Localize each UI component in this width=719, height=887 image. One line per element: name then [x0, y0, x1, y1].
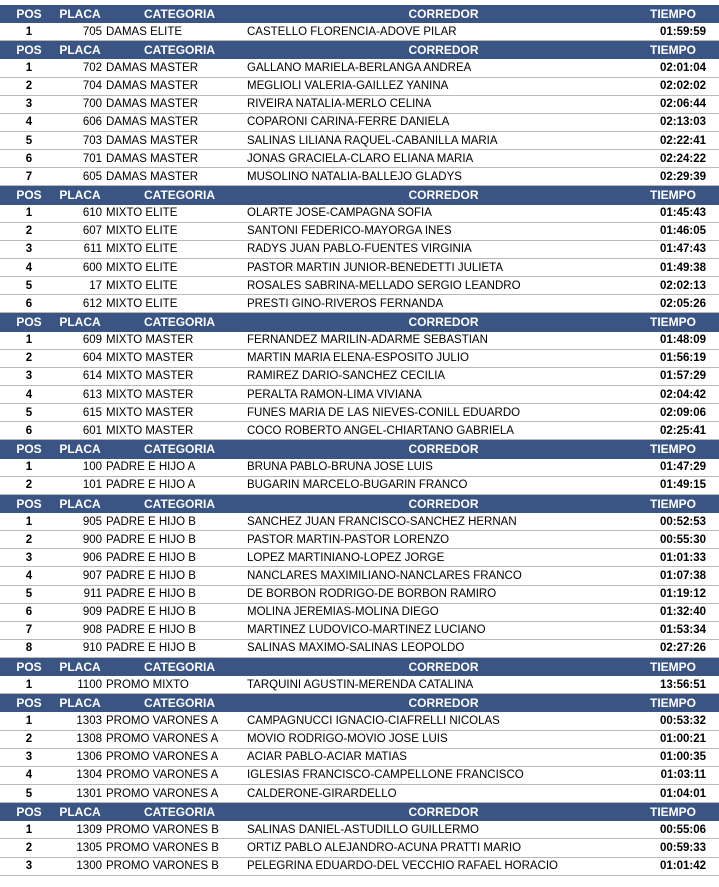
table-row — [0, 531, 719, 549]
table-row — [0, 821, 719, 839]
table-row — [0, 241, 719, 259]
cell-placa: 606 — [82, 116, 102, 129]
cell-placa: 911 — [83, 588, 102, 601]
table-row — [0, 731, 719, 749]
cell-tiempo: 00:52:53 — [659, 515, 706, 528]
cell-categoria: PROMO VARONES A — [106, 733, 219, 746]
header-tiempo: TIEMPO — [649, 696, 696, 711]
header-corredor: CORREDOR — [408, 696, 479, 711]
cell-corredor: GALLANO MARIELA-BERLANGA ANDREA — [247, 61, 472, 74]
cell-pos: 2 — [25, 80, 33, 93]
header-pos: POS — [16, 43, 42, 58]
cell-tiempo: 01:03:11 — [660, 769, 706, 782]
header-tiempo: TIEMPO — [649, 43, 696, 58]
cell-corredor: RAMIREZ DARIO-SANCHEZ CECILIA — [247, 370, 446, 383]
table-row — [0, 23, 719, 41]
header-row — [0, 694, 719, 712]
cell-tiempo: 01:47:29 — [659, 461, 706, 474]
table-row — [0, 96, 719, 114]
cell-placa: 612 — [82, 297, 102, 310]
header-categoria: CATEGORIA — [143, 496, 216, 511]
cell-corredor: CALDERONE-GIRARDELLO — [247, 787, 397, 800]
cell-placa: 910 — [82, 642, 102, 655]
table-row — [0, 150, 719, 168]
cell-pos: 5 — [25, 279, 33, 292]
cell-categoria: DAMAS MASTER — [106, 61, 199, 74]
cell-pos: 5 — [25, 406, 33, 419]
table-row — [0, 604, 719, 622]
cell-corredor: MARTINEZ LUDOVICO-MARTINEZ LUCIANO — [247, 624, 486, 637]
cell-tiempo: 02:02:02 — [659, 80, 706, 93]
cell-placa: 905 — [82, 515, 102, 528]
header-row — [0, 803, 719, 821]
cell-pos: 7 — [25, 170, 33, 183]
cell-tiempo: 01:46:05 — [659, 225, 706, 238]
table-row — [0, 785, 719, 803]
cell-categoria: DAMAS MASTER — [106, 116, 199, 129]
cell-pos: 6 — [25, 424, 33, 437]
cell-categoria: MIXTO ELITE — [106, 207, 178, 220]
header-placa: PLACA — [59, 496, 101, 511]
cell-placa: 604 — [82, 352, 102, 365]
header-categoria: CATEGORIA — [143, 315, 216, 330]
cell-placa: 907 — [82, 569, 102, 582]
cell-categoria: PROMO VARONES A — [106, 715, 219, 728]
cell-tiempo: 00:53:32 — [659, 715, 706, 728]
table-row — [0, 78, 719, 96]
cell-pos: 6 — [25, 606, 33, 619]
cell-corredor: PELEGRINA EDUARDO-DEL VECCHIO RAFAEL HORACIO — [247, 860, 558, 873]
cell-corredor: LOPEZ MARTINIANO-LOPEZ JORGE — [247, 551, 445, 564]
table-row — [0, 767, 719, 785]
cell-pos: 3 — [25, 751, 33, 764]
header-placa: PLACA — [59, 660, 101, 675]
cell-placa: 702 — [82, 61, 102, 74]
header-categoria: CATEGORIA — [143, 43, 216, 58]
header-corredor: CORREDOR — [408, 496, 479, 511]
cell-placa: 607 — [82, 225, 102, 238]
header-categoria: CATEGORIA — [143, 188, 216, 203]
header-tiempo: TIEMPO — [649, 496, 696, 511]
cell-tiempo: 01:56:19 — [659, 352, 706, 365]
cell-corredor: ACIAR PABLO-ACIAR MATIAS — [247, 751, 407, 764]
cell-pos: 2 — [25, 479, 33, 492]
cell-pos: 2 — [25, 225, 33, 238]
cell-categoria: MIXTO MASTER — [106, 370, 194, 383]
cell-categoria: PROMO MIXTO — [106, 678, 189, 691]
cell-categoria: MIXTO ELITE — [106, 225, 178, 238]
cell-placa: 613 — [82, 388, 102, 401]
cell-tiempo: 02:09:06 — [659, 406, 706, 419]
cell-placa: 1301 — [76, 787, 102, 800]
table-row — [0, 513, 719, 531]
header-categoria: CATEGORIA — [143, 805, 216, 820]
cell-categoria: PROMO VARONES B — [106, 860, 219, 873]
header-placa: PLACA — [59, 188, 101, 203]
cell-pos: 1 — [25, 715, 33, 728]
cell-tiempo: 01:45:43 — [659, 207, 706, 220]
cell-corredor: SALINAS LILIANA RAQUEL-CABANILLA MARIA — [247, 134, 498, 147]
cell-placa: 701 — [82, 152, 102, 165]
cell-corredor: MUSOLINO NATALIA-BALLEJO GLADYS — [247, 170, 462, 183]
cell-pos: 5 — [25, 588, 33, 601]
cell-placa: 601 — [82, 424, 102, 437]
cell-pos: 4 — [25, 769, 33, 782]
cell-placa: 705 — [82, 25, 102, 38]
cell-pos: 7 — [25, 624, 33, 637]
table-row — [0, 168, 719, 186]
cell-corredor: BUGARIN MARCELO-BUGARIN FRANCO — [247, 479, 468, 492]
cell-tiempo: 01:00:21 — [659, 733, 706, 746]
header-corredor: CORREDOR — [408, 7, 479, 22]
cell-categoria: PROMO VARONES B — [106, 823, 219, 836]
header-pos: POS — [16, 660, 42, 675]
cell-placa: 17 — [89, 279, 102, 292]
header-pos: POS — [16, 442, 42, 457]
cell-corredor: PASTOR MARTIN-PASTOR LORENZO — [247, 533, 450, 546]
cell-corredor: ROSALES SABRINA-MELLADO SERGIO LEANDRO — [247, 279, 521, 292]
table-row — [0, 223, 719, 241]
cell-placa: 614 — [82, 370, 102, 383]
cell-corredor: SALINAS DANIEL-ASTUDILLO GUILLERMO — [247, 823, 479, 836]
cell-pos: 4 — [25, 261, 33, 274]
cell-categoria: MIXTO ELITE — [106, 297, 178, 310]
cell-pos: 1 — [25, 207, 33, 220]
cell-corredor: OLARTE JOSE-CAMPAGNA SOFIA — [247, 207, 432, 220]
cell-placa: 704 — [82, 80, 102, 93]
cell-tiempo: 02:25:41 — [659, 424, 706, 437]
header-pos: POS — [16, 805, 42, 820]
table-row — [0, 749, 719, 767]
cell-categoria: PADRE E HIJO B — [106, 533, 196, 546]
cell-pos: 4 — [25, 116, 33, 129]
cell-placa: 101 — [82, 479, 102, 492]
cell-tiempo: 01:01:42 — [659, 860, 706, 873]
cell-tiempo: 01:59:59 — [659, 25, 706, 38]
cell-corredor: JONAS GRACIELA-CLARO ELIANA MARIA — [247, 152, 474, 165]
header-placa: PLACA — [59, 805, 101, 820]
header-pos: POS — [16, 315, 42, 330]
cell-placa: 100 — [82, 461, 102, 474]
table-row — [0, 205, 719, 223]
header-tiempo: TIEMPO — [649, 805, 696, 820]
cell-corredor: NANCLARES MAXIMILIANO-NANCLARES FRANCO — [247, 569, 522, 582]
cell-corredor: IGLESIAS FRANCISCO-CAMPELLONE FRANCISCO — [247, 769, 524, 782]
cell-categoria: MIXTO MASTER — [106, 334, 194, 347]
cell-pos: 2 — [25, 352, 33, 365]
cell-categoria: DAMAS MASTER — [106, 170, 199, 183]
cell-corredor: BRUNA PABLO-BRUNA JOSE LUIS — [247, 461, 433, 474]
header-tiempo: TIEMPO — [649, 188, 696, 203]
cell-corredor: SANTONI FEDERICO-MAYORGA INES — [247, 225, 452, 238]
table-row — [0, 259, 719, 277]
cell-pos: 4 — [25, 388, 33, 401]
header-row — [0, 41, 719, 59]
cell-categoria: PROMO VARONES A — [106, 751, 219, 764]
cell-corredor: CAMPAGNUCCI IGNACIO-CIAFRELLI NICOLAS — [247, 715, 500, 728]
table-row — [0, 549, 719, 567]
table-row — [0, 858, 719, 876]
cell-categoria: PADRE E HIJO B — [106, 624, 196, 637]
cell-pos: 5 — [25, 787, 33, 800]
cell-categoria: PROMO VARONES A — [106, 787, 219, 800]
cell-tiempo: 01:19:12 — [659, 588, 706, 601]
cell-corredor: TARQUINI AGUSTIN-MERENDA CATALINA — [247, 678, 474, 691]
cell-categoria: DAMAS ELITE — [106, 25, 183, 38]
cell-pos: 3 — [25, 370, 33, 383]
table-row — [0, 386, 719, 404]
header-pos: POS — [16, 188, 42, 203]
cell-tiempo: 00:55:06 — [659, 823, 706, 836]
cell-placa: 615 — [82, 406, 102, 419]
cell-placa: 610 — [82, 207, 102, 220]
cell-placa: 1300 — [76, 860, 102, 873]
cell-corredor: PRESTI GINO-RIVEROS FERNANDA — [247, 297, 444, 310]
header-categoria: CATEGORIA — [143, 696, 216, 711]
cell-corredor: SALINAS MAXIMO-SALINAS LEOPOLDO — [247, 642, 465, 655]
cell-pos: 3 — [25, 243, 33, 256]
cell-tiempo: 01:57:29 — [659, 370, 706, 383]
header-row — [0, 658, 719, 676]
cell-placa: 1100 — [77, 678, 102, 691]
cell-placa: 700 — [82, 98, 102, 111]
cell-categoria: MIXTO MASTER — [106, 388, 194, 401]
header-tiempo: TIEMPO — [649, 315, 696, 330]
header-row — [0, 313, 719, 331]
cell-placa: 1309 — [76, 823, 102, 836]
cell-categoria: DAMAS MASTER — [106, 152, 199, 165]
cell-pos: 3 — [25, 551, 33, 564]
table-row — [0, 712, 719, 730]
cell-tiempo: 02:13:03 — [659, 116, 706, 129]
table-row — [0, 59, 719, 77]
cell-tiempo: 02:05:26 — [659, 297, 706, 310]
cell-corredor: MOLINA JEREMIAS-MOLINA DIEGO — [247, 606, 439, 619]
cell-categoria: MIXTO ELITE — [106, 261, 178, 274]
cell-pos: 5 — [25, 134, 33, 147]
cell-tiempo: 02:01:04 — [659, 61, 706, 74]
cell-categoria: PADRE E HIJO B — [106, 588, 196, 601]
cell-categoria: PADRE E HIJO B — [106, 551, 196, 564]
cell-pos: 1 — [25, 823, 33, 836]
header-categoria: CATEGORIA — [143, 442, 216, 457]
table-row — [0, 477, 719, 495]
cell-categoria: MIXTO MASTER — [106, 406, 194, 419]
cell-tiempo: 01:32:40 — [659, 606, 706, 619]
cell-placa: 703 — [82, 134, 102, 147]
cell-corredor: RADYS JUAN PABLO-FUENTES VIRGINIA — [247, 243, 472, 256]
cell-pos: 6 — [25, 297, 33, 310]
cell-pos: 2 — [25, 842, 33, 855]
header-corredor: CORREDOR — [408, 315, 479, 330]
cell-tiempo: 02:29:39 — [659, 170, 706, 183]
cell-tiempo: 01:01:33 — [659, 551, 706, 564]
header-placa: PLACA — [59, 442, 101, 457]
table-row — [0, 622, 719, 640]
cell-pos: 1 — [25, 25, 33, 38]
cell-placa: 609 — [82, 334, 102, 347]
header-placa: PLACA — [59, 7, 101, 22]
cell-tiempo: 02:04:42 — [659, 388, 706, 401]
cell-categoria: DAMAS MASTER — [106, 134, 199, 147]
header-placa: PLACA — [59, 315, 101, 330]
cell-corredor: CASTELLO FLORENCIA-ADOVE PILAR — [247, 25, 457, 38]
header-placa: PLACA — [59, 696, 101, 711]
cell-placa: 600 — [82, 261, 102, 274]
header-corredor: CORREDOR — [408, 43, 479, 58]
table-row — [0, 586, 719, 604]
cell-categoria: PROMO VARONES B — [106, 842, 219, 855]
cell-corredor: SANCHEZ JUAN FRANCISCO-SANCHEZ HERNAN — [247, 515, 517, 528]
cell-tiempo: 02:27:26 — [659, 642, 706, 655]
header-corredor: CORREDOR — [408, 660, 479, 675]
cell-categoria: PROMO VARONES A — [106, 769, 219, 782]
cell-pos: 4 — [25, 569, 33, 582]
cell-tiempo: 02:22:41 — [659, 134, 706, 147]
cell-tiempo: 01:47:43 — [659, 243, 706, 256]
header-categoria: CATEGORIA — [143, 660, 216, 675]
cell-pos: 2 — [25, 733, 33, 746]
table-row — [0, 676, 719, 694]
table-row — [0, 640, 719, 658]
cell-placa: 908 — [82, 624, 102, 637]
cell-corredor: FUNES MARIA DE LAS NIEVES-CONILL EDUARDO — [247, 406, 521, 419]
table-row — [0, 422, 719, 440]
cell-tiempo: 00:59:33 — [659, 842, 706, 855]
cell-categoria: PADRE E HIJO B — [106, 515, 196, 528]
cell-placa: 605 — [82, 170, 102, 183]
cell-placa: 1305 — [76, 842, 102, 855]
cell-tiempo: 01:49:38 — [659, 261, 706, 274]
header-placa: PLACA — [59, 43, 101, 58]
cell-pos: 1 — [25, 515, 33, 528]
header-row — [0, 440, 719, 458]
cell-pos: 3 — [25, 98, 33, 111]
cell-categoria: DAMAS MASTER — [106, 98, 199, 111]
cell-pos: 1 — [25, 678, 33, 691]
header-tiempo: TIEMPO — [649, 7, 696, 22]
cell-placa: 1303 — [76, 715, 102, 728]
cell-tiempo: 02:02:13 — [659, 279, 706, 292]
cell-tiempo: 00:55:30 — [659, 533, 706, 546]
cell-corredor: MARTIN MARIA ELENA-ESPOSITO JULIO — [247, 352, 469, 365]
cell-placa: 1306 — [76, 751, 102, 764]
cell-placa: 611 — [83, 243, 102, 256]
header-tiempo: TIEMPO — [649, 660, 696, 675]
header-corredor: CORREDOR — [408, 188, 479, 203]
cell-categoria: PADRE E HIJO B — [106, 569, 196, 582]
header-pos: POS — [16, 696, 42, 711]
cell-tiempo: 01:04:01 — [659, 787, 706, 800]
cell-corredor: PERALTA RAMON-LIMA VIVIANA — [247, 388, 422, 401]
table-row — [0, 277, 719, 295]
cell-placa: 1304 — [76, 769, 102, 782]
cell-categoria: PADRE E HIJO B — [106, 642, 196, 655]
cell-placa: 909 — [82, 606, 102, 619]
header-row — [0, 495, 719, 513]
table-row — [0, 459, 719, 477]
cell-corredor: MOVIO RODRIGO-MOVIO JOSE LUIS — [247, 733, 448, 746]
cell-placa: 1308 — [76, 733, 102, 746]
table-row — [0, 295, 719, 313]
header-row — [0, 186, 719, 204]
cell-tiempo: 01:49:15 — [659, 479, 706, 492]
table-row — [0, 368, 719, 386]
table-row — [0, 567, 719, 585]
cell-placa: 906 — [82, 551, 102, 564]
header-row — [0, 5, 719, 23]
cell-categoria: PADRE E HIJO A — [106, 461, 196, 474]
table-row — [0, 350, 719, 368]
cell-corredor: RIVEIRA NATALIA-MERLO CELINA — [247, 98, 432, 111]
cell-pos: 1 — [25, 461, 33, 474]
cell-categoria: PADRE E HIJO B — [106, 606, 196, 619]
header-corredor: CORREDOR — [408, 805, 479, 820]
header-corredor: CORREDOR — [408, 442, 479, 457]
cell-pos: 1 — [25, 334, 33, 347]
cell-pos: 3 — [25, 860, 33, 873]
cell-tiempo: 02:06:44 — [659, 98, 706, 111]
header-categoria: CATEGORIA — [143, 7, 216, 22]
header-tiempo: TIEMPO — [649, 442, 696, 457]
table-row — [0, 114, 719, 132]
cell-corredor: COPARONI CARINA-FERRE DANIELA — [247, 116, 450, 129]
cell-tiempo: 01:00:35 — [659, 751, 706, 764]
cell-corredor: COCO ROBERTO ANGEL-CHIARTANO GABRIELA — [247, 424, 514, 437]
cell-tiempo: 02:24:22 — [659, 152, 706, 165]
header-pos: POS — [16, 496, 42, 511]
cell-pos: 8 — [25, 642, 33, 655]
cell-tiempo: 01:07:38 — [659, 569, 706, 582]
cell-corredor: DE BORBON RODRIGO-DE BORBON RAMIRO — [247, 588, 497, 601]
cell-categoria: MIXTO MASTER — [106, 424, 194, 437]
table-row — [0, 332, 719, 350]
cell-pos: 1 — [25, 61, 33, 74]
cell-categoria: DAMAS MASTER — [106, 80, 199, 93]
header-pos: POS — [16, 7, 42, 22]
cell-pos: 2 — [25, 533, 33, 546]
cell-tiempo: 01:53:34 — [659, 624, 706, 637]
cell-tiempo: 13:56:51 — [659, 678, 706, 691]
cell-categoria: MIXTO MASTER — [106, 352, 194, 365]
cell-corredor: FERNANDEZ MARILIN-ADARME SEBASTIAN — [247, 334, 488, 347]
table-row — [0, 839, 719, 857]
cell-corredor: PASTOR MARTIN JUNIOR-BENEDETTI JULIETA — [247, 261, 504, 274]
cell-tiempo: 01:48:09 — [659, 334, 706, 347]
cell-categoria: MIXTO ELITE — [106, 279, 178, 292]
cell-categoria: PADRE E HIJO A — [106, 479, 196, 492]
cell-pos: 6 — [25, 152, 33, 165]
cell-corredor: ORTIZ PABLO ALEJANDRO-ACUÑA PRATTI MARIO — [247, 842, 522, 855]
table-row — [0, 132, 719, 150]
cell-categoria: MIXTO ELITE — [106, 243, 178, 256]
table-row — [0, 404, 719, 422]
cell-placa: 900 — [82, 533, 102, 546]
cell-corredor: MEGLIOLI VALERIA-GAILLEZ YANINA — [247, 80, 449, 93]
